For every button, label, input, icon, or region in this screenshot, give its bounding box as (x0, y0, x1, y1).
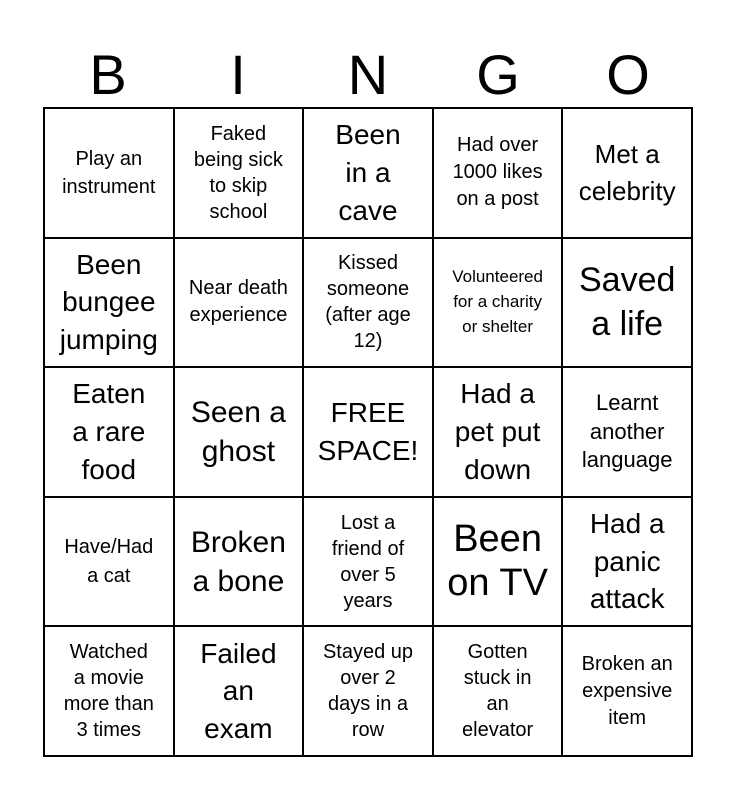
cell-label: Gotten stuck in an elevator (462, 641, 534, 742)
bingo-cell[interactable] (433, 626, 563, 756)
bingo-cell[interactable] (44, 497, 174, 627)
cell-label: Met a celebrity (578, 139, 676, 206)
header-letter-i: I (230, 43, 246, 106)
cell-label: Eaten a rare food (72, 378, 146, 485)
cell-label: Seen a ghost (190, 395, 286, 468)
bingo-cell[interactable] (433, 238, 563, 368)
cell-label: Broken a bone (190, 525, 286, 598)
bingo-cell[interactable] (562, 626, 692, 756)
cell-label: Watched a movie more than 3 times (63, 641, 154, 742)
cell-label: Stayed up over 2 days in a row (322, 641, 414, 742)
cell-label: Had a pet put down (454, 378, 541, 485)
cell-label: Have/Had a cat (64, 535, 154, 587)
bingo-cell[interactable] (562, 497, 692, 627)
cell-label: Learnt another language (581, 390, 673, 473)
cell-label: FREE SPACE! (317, 397, 419, 466)
bingo-cell[interactable] (562, 108, 692, 238)
bingo-cell[interactable] (303, 626, 433, 756)
header-letter-o: O (606, 43, 650, 106)
cell-label: Kissed someone (after age 12) (325, 252, 411, 353)
bingo-cell[interactable] (174, 238, 304, 368)
cell-label: Lost a friend of over 5 years (331, 511, 405, 612)
bingo-cell[interactable] (562, 238, 692, 368)
cell-label: Volunteered for a charity or shelter (452, 267, 543, 336)
cell-label: Play an instrument (62, 147, 156, 198)
bingo-header (43, 42, 693, 108)
bingo-cell[interactable] (44, 238, 174, 368)
bingo-grid (43, 107, 693, 757)
bingo-cell[interactable] (174, 367, 304, 497)
bingo-cell[interactable] (433, 367, 563, 497)
header-letter-n: N (347, 43, 389, 106)
bingo-cell[interactable] (303, 108, 433, 238)
cell-label: Failed an exam (200, 637, 277, 745)
bingo-cell[interactable] (44, 367, 174, 497)
bingo-cell[interactable] (44, 108, 174, 238)
cell-label: Faked being sick to skip school (193, 122, 283, 223)
bingo-cell[interactable] (303, 238, 433, 368)
cell-label: Near death experience (188, 277, 288, 327)
bingo-cell[interactable] (433, 108, 563, 238)
bingo-cell[interactable] (562, 367, 692, 497)
header-letter-g: G (476, 43, 520, 106)
cell-label: Been bungee jumping (59, 248, 158, 356)
bingo-cell[interactable] (44, 626, 174, 756)
bingo-cell[interactable] (303, 497, 433, 627)
bingo-cell[interactable] (174, 497, 304, 627)
cell-label: Been on TV (447, 517, 548, 604)
bingo-cell[interactable] (174, 108, 304, 238)
cell-label: Broken an expensive item (581, 652, 673, 729)
bingo-cell[interactable] (303, 367, 433, 497)
cell-label: Had a panic attack (589, 507, 665, 615)
cell-label: Had over 1000 likes on a post (452, 134, 543, 211)
bingo-cell[interactable] (174, 626, 304, 756)
cell-label: Been in a cave (335, 119, 401, 226)
header-letter-b: B (89, 43, 127, 106)
bingo-cell[interactable] (433, 497, 563, 627)
cell-label: Saved a life (578, 261, 676, 344)
